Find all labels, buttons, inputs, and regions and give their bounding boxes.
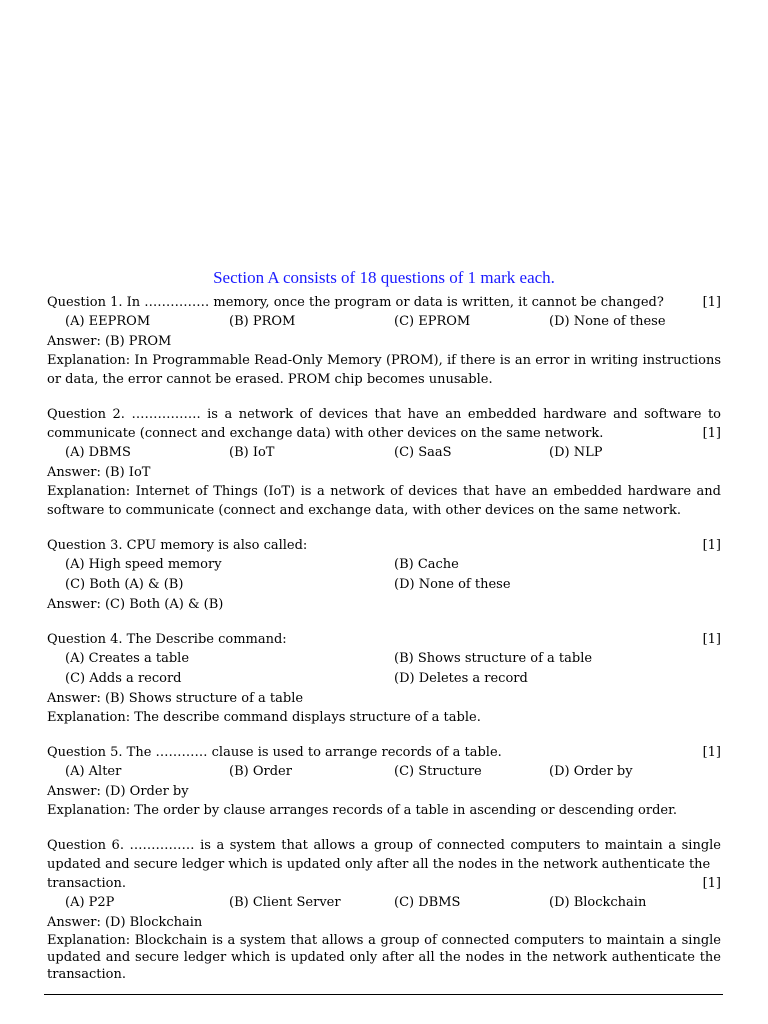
question-4-answer: Answer: (B) Shows structure of a table [47, 691, 304, 706]
option-d: (D) Deletes a record [394, 671, 528, 686]
question-2-explanation: Explanation: Internet of Things (IoT) is a network of devices that have an embedded hardware and software to communicate (connect and exchange data, with other devices on the same network. [47, 484, 721, 518]
option-b: (B) Cache [394, 557, 459, 572]
option-c: (C) EPROM [394, 314, 471, 329]
section-title: Section A consists of 18 questions of 1 mark each. [213, 268, 555, 287]
question-5 [47, 743, 721, 762]
footer-divider [44, 994, 723, 995]
question-5-answer: Answer: (D) Order by [47, 784, 189, 799]
option-c: (C) SaaS [394, 445, 452, 460]
option-c: (C) Both (A) & (B) [65, 577, 184, 592]
question-4-options-row1 [47, 649, 721, 669]
option-d: (D) None of these [549, 314, 666, 329]
question-5-options [47, 762, 721, 782]
option-c: (C) Adds a record [65, 671, 182, 686]
question-1-explanation: Explanation: In Programmable Read-Only Memory (PROM), if there is an error in writing instructions or data, the error cannot be erased. PROM chip becomes unusable. [47, 353, 721, 387]
question-4-options-row2 [47, 669, 721, 689]
question-1 [47, 293, 721, 312]
question-5-text: Question 5. The ………… clause is used to arrange records of a table. [47, 745, 502, 760]
question-2-text-cont: communicate (connect and exchange data) with other devices on the same network. [47, 426, 604, 441]
option-d: (D) Order by [549, 764, 633, 779]
question-6-text: Question 6. …………… is a system that allows a group of connected computers to maintain a single updated and secure ledger which is updated only after all the nodes in the network authenticate the [47, 838, 721, 872]
option-a: (A) DBMS [65, 445, 131, 460]
option-a: (A) Alter [65, 764, 122, 779]
question-2-options [47, 443, 721, 463]
option-c: (C) DBMS [394, 895, 461, 910]
question-5-explanation: Explanation: The order by clause arranges records of a table in ascending or descending order. [47, 803, 678, 818]
option-b: (B) Shows structure of a table [394, 651, 593, 666]
question-2-text: Question 2. ……………. is a network of devices that have an embedded hardware and software to [47, 407, 721, 422]
question-6-options [47, 893, 721, 913]
question-1-options [47, 312, 721, 332]
document-body [47, 268, 721, 983]
question-5-mark: [1] [702, 745, 721, 760]
question-4-explanation: Explanation: The describe command displays structure of a table. [47, 710, 481, 725]
question-1-text: Question 1. In …………… memory, once the program or data is written, it cannot be changed? [47, 295, 664, 310]
question-6-mark: [1] [702, 876, 721, 891]
option-b: (B) Order [229, 764, 292, 779]
question-1-mark: [1] [702, 295, 721, 310]
question-3-options-row2 [47, 575, 721, 595]
option-a: (A) P2P [65, 895, 115, 910]
question-3 [47, 536, 721, 555]
option-b: (B) Client Server [229, 895, 341, 910]
question-3-options-row1 [47, 555, 721, 575]
question-6-text-cont: transaction. [47, 876, 126, 891]
question-6-answer: Answer: (D) Blockchain [47, 915, 203, 930]
question-2-mark: [1] [702, 426, 721, 441]
option-a: (A) EEPROM [65, 314, 151, 329]
option-b: (B) PROM [229, 314, 296, 329]
question-2-line2 [47, 424, 721, 443]
question-1-answer: Answer: (B) PROM [47, 334, 172, 349]
option-b: (B) IoT [229, 445, 275, 460]
option-d: (D) NLP [549, 445, 603, 460]
question-2-answer: Answer: (B) IoT [47, 465, 151, 480]
option-d: (D) Blockchain [549, 895, 647, 910]
question-3-answer: Answer: (C) Both (A) & (B) [47, 597, 224, 612]
question-3-mark: [1] [702, 538, 721, 553]
option-c: (C) Structure [394, 764, 482, 779]
option-a: (A) Creates a table [65, 651, 190, 666]
option-d: (D) None of these [394, 577, 511, 592]
question-6-line2 [47, 874, 721, 893]
question-4 [47, 630, 721, 649]
question-4-mark: [1] [702, 632, 721, 647]
question-3-text: Question 3. CPU memory is also called: [47, 538, 308, 553]
question-4-text: Question 4. The Describe command: [47, 632, 287, 647]
question-6-explanation: Explanation: Blockchain is a system that allows a group of connected computers to maintain a single updated and secure ledger which is updated only after all the nodes in the network authenticate the transaction. [47, 933, 721, 982]
option-a: (A) High speed memory [65, 557, 222, 572]
